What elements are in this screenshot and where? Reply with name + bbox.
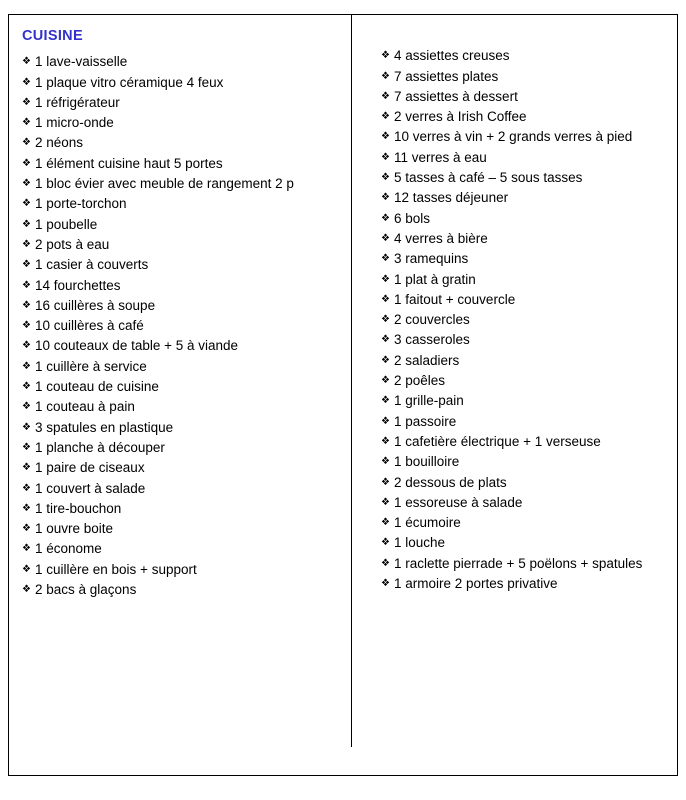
list-item-label: 10 couteaux de table + 5 à viande (35, 338, 239, 354)
diamond-bullet-icon: ❖ (381, 172, 390, 184)
diamond-bullet-icon: ❖ (22, 96, 31, 108)
list-item-label: 1 planche à découper (35, 439, 165, 455)
list-item (22, 519, 342, 539)
list-item-label: 5 tasses à café – 5 sous tasses (394, 170, 583, 186)
diamond-bullet-icon: ❖ (22, 218, 31, 230)
diamond-bullet-icon: ❖ (381, 517, 390, 529)
list-item-label: 10 verres à vin + 2 grands verres à pied (394, 129, 633, 145)
list-item (22, 418, 342, 438)
diamond-bullet-icon: ❖ (22, 299, 31, 311)
list-item-label: 2 poêles (394, 373, 446, 389)
diamond-bullet-icon: ❖ (381, 70, 390, 82)
diamond-bullet-icon: ❖ (381, 253, 390, 265)
list-item-label: 1 essoreuse à salade (394, 494, 523, 510)
list-item-label: 3 ramequins (394, 251, 469, 267)
diamond-bullet-icon: ❖ (22, 238, 31, 250)
list-item (22, 377, 342, 397)
list-item-label: 16 cuillères à soupe (35, 297, 156, 313)
list-item-label: 1 bloc évier avec meuble de rangement 2 p (35, 176, 294, 192)
list-item (381, 513, 676, 533)
list-item (22, 499, 342, 519)
list-item-label: 2 couvercles (394, 312, 470, 328)
list-item (381, 351, 676, 371)
list-item-label: 1 ouvre boite (35, 521, 114, 537)
list-item-label: 2 néons (35, 135, 84, 151)
list-item (381, 249, 676, 269)
list-item (22, 174, 342, 194)
list-item-label: 1 tire-bouchon (35, 500, 122, 516)
diamond-bullet-icon: ❖ (381, 90, 390, 102)
list-item (22, 336, 342, 356)
diamond-bullet-icon: ❖ (381, 435, 390, 447)
diamond-bullet-icon: ❖ (381, 354, 390, 366)
diamond-bullet-icon: ❖ (381, 192, 390, 204)
list-item-label: 12 tasses déjeuner (394, 190, 509, 206)
diamond-bullet-icon: ❖ (22, 259, 31, 271)
list-item-label: 1 couvert à salade (35, 480, 146, 496)
list-item-label: 1 économe (35, 541, 102, 557)
list-item (381, 148, 676, 168)
diamond-bullet-icon: ❖ (22, 360, 31, 372)
list-item-label: 1 armoire 2 portes privative (394, 576, 558, 592)
list-item (22, 397, 342, 417)
list-item (381, 330, 676, 350)
list-item (22, 357, 342, 377)
list-item (22, 479, 342, 499)
list-item-label: 3 spatules en plastique (35, 419, 174, 435)
list-item (381, 209, 676, 229)
diamond-bullet-icon: ❖ (22, 543, 31, 555)
list-item (22, 215, 342, 235)
list-item-label: 4 verres à bière (394, 230, 488, 246)
list-item-label: 1 élément cuisine haut 5 portes (35, 155, 223, 171)
list-item-label: 2 dessous de plats (394, 474, 507, 490)
list-item-label: 1 cuillère en bois + support (35, 561, 197, 577)
list-item (381, 533, 676, 553)
list-item-label: 11 verres à eau (394, 149, 487, 165)
list-item (22, 255, 342, 275)
diamond-bullet-icon: ❖ (381, 334, 390, 346)
diamond-bullet-icon: ❖ (22, 137, 31, 149)
diamond-bullet-icon: ❖ (381, 496, 390, 508)
list-item (381, 432, 676, 452)
diamond-bullet-icon: ❖ (22, 198, 31, 210)
diamond-bullet-icon: ❖ (22, 462, 31, 474)
list-item (381, 168, 676, 188)
diamond-bullet-icon: ❖ (381, 151, 390, 163)
diamond-bullet-icon: ❖ (381, 395, 390, 407)
list-item-label: 7 assiettes à dessert (394, 88, 518, 104)
list-item (381, 574, 676, 594)
list-item (22, 458, 342, 478)
list-item (381, 554, 676, 574)
list-item (22, 154, 342, 174)
list-item-label: 1 paire de ciseaux (35, 460, 145, 476)
list-item (22, 93, 342, 113)
diamond-bullet-icon: ❖ (381, 50, 390, 62)
list-item-label: 1 couteau de cuisine (35, 379, 159, 395)
diamond-bullet-icon: ❖ (381, 273, 390, 285)
list-item-label: 1 passoire (394, 413, 457, 429)
list-item-label: 14 fourchettes (35, 277, 121, 293)
diamond-bullet-icon: ❖ (381, 131, 390, 143)
diamond-bullet-icon: ❖ (22, 441, 31, 453)
diamond-bullet-icon: ❖ (22, 178, 31, 190)
diamond-bullet-icon: ❖ (381, 314, 390, 326)
right-column-spacer (381, 26, 676, 46)
list-item (22, 276, 342, 296)
list-item (22, 113, 342, 133)
page-title: CUISINE (22, 28, 83, 44)
list-item-label: 1 cafetière électrique + 1 verseuse (394, 433, 601, 449)
list-item-label: 2 bacs à glaçons (35, 582, 137, 598)
list-item-label: 1 lave-vaisselle (35, 54, 128, 70)
list-item (381, 310, 676, 330)
list-item (381, 87, 676, 107)
list-item-label: 1 réfrigérateur (35, 94, 120, 110)
list-item (22, 73, 342, 93)
list-item-label: 1 raclette pierrade + 5 poëlons + spatules (394, 555, 643, 571)
diamond-bullet-icon: ❖ (381, 111, 390, 123)
list-item-label: 10 cuillères à café (35, 318, 144, 334)
right-item-list (381, 46, 676, 594)
list-item (22, 194, 342, 214)
list-item-label: 1 porte-torchon (35, 196, 127, 212)
diamond-bullet-icon: ❖ (22, 421, 31, 433)
list-item-label: 1 micro-onde (35, 115, 114, 131)
diamond-bullet-icon: ❖ (22, 401, 31, 413)
list-item-label: 1 faitout + couvercle (394, 291, 516, 307)
list-item (381, 270, 676, 290)
diamond-bullet-icon: ❖ (22, 584, 31, 596)
diamond-bullet-icon: ❖ (22, 381, 31, 393)
list-item (381, 412, 676, 432)
list-item-label: 1 plat à gratin (394, 271, 476, 287)
list-item-label: 1 couteau à pain (35, 399, 135, 415)
list-item-label: 6 bols (394, 210, 431, 226)
list-item-label: 1 grille-pain (394, 393, 464, 409)
list-item (381, 46, 676, 66)
diamond-bullet-icon: ❖ (381, 476, 390, 488)
diamond-bullet-icon: ❖ (22, 157, 31, 169)
list-item-label: 1 bouilloire (394, 454, 460, 470)
diamond-bullet-icon: ❖ (22, 502, 31, 514)
diamond-bullet-icon: ❖ (22, 56, 31, 68)
list-item (381, 452, 676, 472)
list-item (381, 127, 676, 147)
list-item (381, 290, 676, 310)
diamond-bullet-icon: ❖ (381, 232, 390, 244)
diamond-bullet-icon: ❖ (22, 117, 31, 129)
diamond-bullet-icon: ❖ (381, 375, 390, 387)
diamond-bullet-icon: ❖ (22, 482, 31, 494)
right-column (352, 0, 686, 762)
diamond-bullet-icon: ❖ (22, 320, 31, 332)
list-item (22, 539, 342, 559)
list-item-label: 2 verres à Irish Coffee (394, 109, 527, 125)
diamond-bullet-icon: ❖ (381, 212, 390, 224)
list-item-label: 7 assiettes plates (394, 68, 499, 84)
diamond-bullet-icon: ❖ (22, 76, 31, 88)
diamond-bullet-icon: ❖ (381, 557, 390, 569)
list-item (381, 107, 676, 127)
list-item (22, 52, 342, 72)
list-item-label: 2 saladiers (394, 352, 460, 368)
diamond-bullet-icon: ❖ (381, 293, 390, 305)
list-item-label: 4 assiettes creuses (394, 48, 510, 64)
list-item (22, 580, 342, 600)
list-item (381, 371, 676, 391)
list-item (22, 133, 342, 153)
list-item-label: 2 pots à eau (35, 236, 110, 252)
list-item-label: 1 plaque vitro céramique 4 feux (35, 74, 224, 90)
diamond-bullet-icon: ❖ (22, 340, 31, 352)
list-item (22, 296, 342, 316)
list-item (381, 391, 676, 411)
diamond-bullet-icon: ❖ (381, 578, 390, 590)
list-item-label: 1 poubelle (35, 216, 98, 232)
diamond-bullet-icon: ❖ (381, 415, 390, 427)
list-item (22, 316, 342, 336)
list-item-label: 3 casseroles (394, 332, 470, 348)
diamond-bullet-icon: ❖ (381, 537, 390, 549)
list-item (381, 188, 676, 208)
left-item-list (22, 52, 342, 600)
list-item (381, 67, 676, 87)
list-item-label: 1 écumoire (394, 515, 461, 531)
diamond-bullet-icon: ❖ (22, 279, 31, 291)
list-item (381, 229, 676, 249)
list-item-label: 1 louche (394, 535, 446, 551)
list-item-label: 1 casier à couverts (35, 257, 149, 273)
list-item (22, 235, 342, 255)
list-item (381, 473, 676, 493)
list-item (22, 438, 342, 458)
diamond-bullet-icon: ❖ (381, 456, 390, 468)
left-column (0, 0, 352, 762)
list-item (22, 560, 342, 580)
list-item-label: 1 cuillère à service (35, 358, 147, 374)
diamond-bullet-icon: ❖ (22, 523, 31, 535)
list-item (381, 493, 676, 513)
diamond-bullet-icon: ❖ (22, 563, 31, 575)
